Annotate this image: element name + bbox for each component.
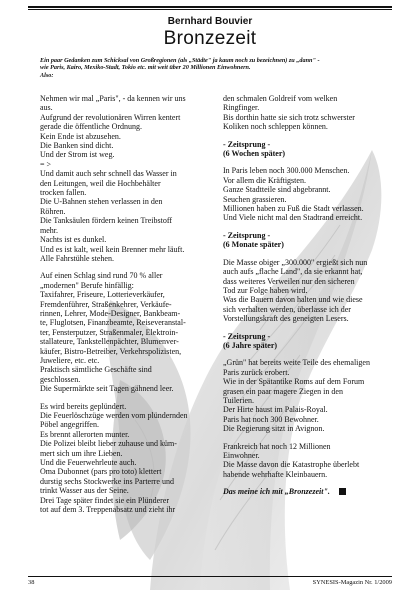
- text-line: Tod zur Folge haben wird.: [223, 285, 308, 295]
- text-line: Kein Ende ist abzusehen.: [40, 131, 121, 141]
- text-line: Taxifahrer, Friseure, Lotterieverkäufer,: [40, 290, 165, 300]
- text-line: Wie in der Spätantike Roms auf dem Forum: [223, 377, 365, 387]
- paragraph: [223, 94, 399, 132]
- time-jump-label: - Zeitsprung -: [223, 139, 271, 149]
- text-line: auch aufs „flache Land", da sie erkannt hat,: [223, 267, 363, 277]
- magazine-issue: SYNESIS-Magazin Nr. 1/2009: [312, 579, 392, 586]
- text-line: den Leitungen, weil die Hochbehälter: [40, 178, 161, 188]
- text-line: Koliken noch schleppen können.: [223, 122, 328, 132]
- text-line: käufer, Bistro-Betreiber, Verkehrspolizisten,: [40, 346, 182, 356]
- text-line: Und es ist kalt, weil kein Brenner mehr läuft.: [40, 244, 185, 254]
- text-line: Millionen haben zu Fuß die Stadt verlassen.: [223, 204, 364, 214]
- text-line: trinkt Wasser aus der Seine.: [40, 486, 129, 496]
- text-line: Bis dorthin hatte sie sich trotz schwerster: [223, 112, 355, 122]
- text-line: Seuchen grassieren.: [223, 194, 287, 204]
- intro-line: Ein paar Gedanken zum Schicksal von Großregionen (als „Städte" ja kaum noch zu bezeichnen) zu „dann" -: [40, 57, 320, 64]
- text-line: Die Regierung sitzt in Avignon.: [223, 424, 325, 434]
- text-line: Was die Bauern davon halten und wie diese: [223, 295, 363, 305]
- text-line: dass weiteres Verweilen nur den sicheren: [223, 276, 355, 286]
- time-jump-heading: [223, 231, 399, 250]
- page-footer: [28, 576, 392, 586]
- text-line: Die Supermärkte seit Tagen gähnend leer.: [40, 384, 174, 394]
- text-line: „Grün" hat bereits weite Teile des ehemaligen: [223, 358, 370, 368]
- text-line: Vorstellungskraft des geneigten Lesers.: [223, 314, 349, 324]
- text-line: „modernen" Berufe hinfällig:: [40, 280, 134, 290]
- paragraph: [223, 358, 399, 433]
- time-jump-period: (6 Jahre später): [223, 340, 278, 350]
- header-rule: [28, 6, 392, 10]
- text-line: Die Masse davon die Katastrophe überlebt: [223, 460, 360, 470]
- article-author: Bernhard Bouvier: [167, 16, 253, 27]
- text-line: Und damit auch sehr schnell das Wasser in: [40, 169, 177, 179]
- text-line: Der Hirte haust im Palais-Royal.: [223, 405, 328, 415]
- text-line: te, Fluglotsen, Finanzbeamte, Reiseveranstal-: [40, 318, 186, 328]
- text-line: tot auf dem 3. Treppenabsatz und zieht ihr: [40, 505, 176, 515]
- time-jump-heading: [223, 332, 399, 351]
- text-line: mehr.: [40, 225, 58, 235]
- text-line: geschlossen.: [40, 374, 81, 384]
- time-jump-period: (6 Monate später): [223, 240, 284, 250]
- text-line: Einwohner.: [223, 451, 260, 460]
- article-intro: [40, 57, 388, 79]
- text-line: Drei Tage später findet sie ein Plünderer: [40, 495, 170, 505]
- text-line: = >: [40, 159, 52, 169]
- text-line: Praktisch sämtliche Geschäfte sind: [40, 365, 152, 375]
- closing-text: Das meine ich mit „Bronzezeit".: [223, 487, 330, 497]
- text-line: Die Polizei bleibt lieber zuhause und küm-: [40, 439, 177, 449]
- time-jump-period: (6 Wochen später): [223, 149, 286, 159]
- text-line: Die Banken sind dicht.: [40, 141, 114, 151]
- article-title: Bronzezeit: [163, 28, 257, 49]
- paragraph: [40, 402, 220, 515]
- text-line: Paris hat noch 300 Bewohner.: [223, 414, 319, 424]
- text-line: Röhren.: [40, 206, 66, 216]
- closing-line: [223, 487, 399, 496]
- text-line: Nachts ist es dunkel.: [40, 235, 107, 245]
- end-of-article-square-icon: [339, 488, 346, 495]
- text-line: Es wird bereits geplündert.: [40, 401, 127, 411]
- text-line: Ringfinger.: [223, 103, 260, 113]
- text-line: trocken fallen.: [40, 188, 87, 198]
- text-line: gerade die öffentliche Ordnung.: [40, 122, 143, 132]
- text-line: Oma Dubonnet (pars pro toto) klettert: [40, 467, 162, 477]
- text-line: Auf einen Schlag sind rund 70 % aller: [40, 271, 163, 281]
- text-line: Fremdenführer, Straßenkehrer, Verkäufe-: [40, 299, 172, 309]
- time-jump-heading: [223, 140, 399, 159]
- intro-line: wie Paris, Kairo, Mexiko-Stadt, Tokio etc. mit weit über 20 Millionen Einwohnern.: [40, 64, 251, 72]
- text-line: Und der Strom ist weg.: [40, 150, 115, 160]
- time-jump-label: - Zeitsprung -: [223, 230, 271, 240]
- time-jump-label: - Zeitsprung -: [223, 331, 271, 341]
- paragraph: [223, 258, 399, 324]
- text-line: durstig sechs Stockwerke ins Parterre und: [40, 476, 174, 486]
- left-column: [40, 94, 220, 522]
- text-line: Die U-Bahnen stehen verlassen in den: [40, 197, 163, 207]
- text-line: habende wehrhafte Kleinbauern.: [223, 469, 328, 479]
- text-line: In Paris leben noch 300.000 Menschen.: [223, 166, 350, 176]
- text-line: Und Viele nicht mal den Stadtrand erreicht.: [223, 213, 363, 223]
- text-line: Aufgrund der revolutionären Wirren kentert: [40, 112, 181, 122]
- text-line: Die Masse obiger „300.000" ergießt sich nun: [223, 257, 368, 267]
- right-column: [223, 94, 399, 497]
- intro-line: Also:: [40, 71, 54, 79]
- text-line: Und die Feuerwehrleute auch.: [40, 458, 137, 468]
- text-line: grasen ein paar magere Ziegen in den: [223, 386, 343, 396]
- text-line: Ganze Stadtteile sind abgebrannt.: [223, 185, 331, 195]
- text-line: Paris zurück erobert.: [223, 367, 290, 377]
- text-line: Es brennt allerorten munter.: [40, 429, 130, 439]
- text-line: Frankreich hat noch 12 Millionen: [223, 441, 331, 451]
- text-line: sich verhalten werden, überlasse ich der: [223, 304, 351, 314]
- paragraph: [40, 271, 220, 393]
- text-line: Die Tanksäulen fördern keinen Treibstoff: [40, 216, 173, 226]
- text-line: Juweliere, etc. etc.: [40, 355, 100, 365]
- text-line: mert sich um ihre Lieben.: [40, 448, 123, 458]
- text-line: den schmalen Goldreif vom welken: [223, 94, 338, 103]
- text-line: stallateure, Tankstellenpächter, Blumenver-: [40, 337, 179, 347]
- text-line: Die Feuerlöschzüge werden vom plündernden: [40, 411, 188, 420]
- text-line: Vor allem die Kräftigsten.: [223, 175, 306, 185]
- text-line: aus.: [40, 103, 53, 113]
- text-line: Alle Fahrstühle stehen.: [40, 253, 114, 263]
- text-line: Nehmen wir mal „Paris", - da kennen wir uns: [40, 94, 186, 103]
- text-line: rinnen, Lehrer, Mode-Designer, Bankbeam-: [40, 308, 181, 318]
- text-line: Tuilerien.: [223, 395, 255, 405]
- paragraph: [223, 166, 399, 222]
- text-line: ter, Fensterputzer, Straßenmaler, Elektroin-: [40, 327, 179, 337]
- page-number: 38: [28, 579, 35, 586]
- text-line: Pöbel angegriffen.: [40, 420, 99, 430]
- paragraph: [223, 442, 399, 480]
- paragraph: [40, 94, 220, 263]
